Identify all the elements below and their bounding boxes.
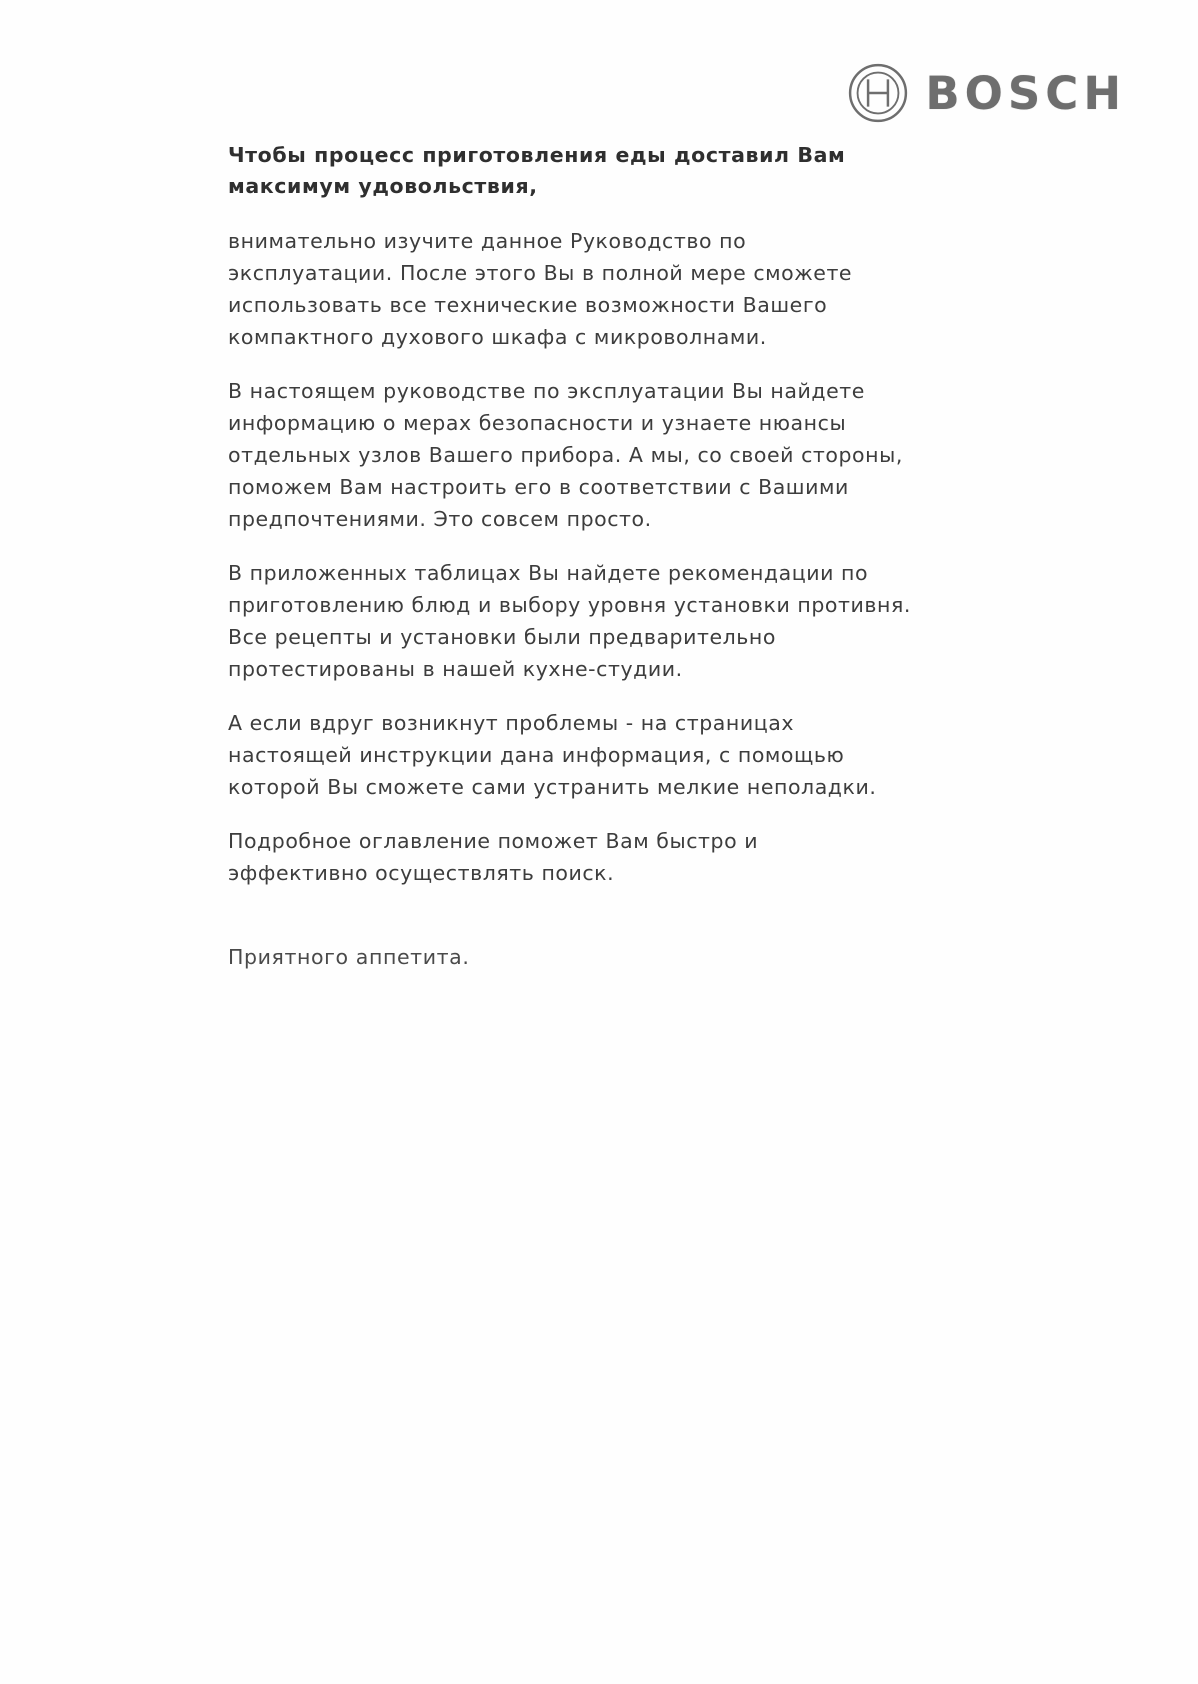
paragraph-3: В приложенных таблицах Вы найдете рекомендации по приготовлению блюд и выбору уровня установки противня. Все рецепты и установки были предварительно протестированы в нашей кухне-студии. xyxy=(228,561,911,681)
closing-line: Приятного аппетита. xyxy=(228,944,470,969)
paragraph-1: внимательно изучите данное Руководство по эксплуатации. После этого Вы в полной мере сможете использовать все технические возможности Вашего компактного духового шкафа с микроволнами. xyxy=(228,229,853,350)
document-lede: Чтобы процесс приготовления еды доставил Вам максимум удовольствия, xyxy=(228,143,846,199)
document-body xyxy=(228,140,918,994)
paragraph-5: Подробное оглавление поможет Вам быстро и эффективно осуществлять поиск. xyxy=(228,828,759,885)
paragraph-4: А если вдруг возникнут проблемы - на страницах настоящей инструкции дана информация, с помощью которой Вы сможете сами устранить мелкие неполадки. xyxy=(228,710,877,799)
paragraph-2: В настоящем руководстве по эксплуатации Вы найдете информацию о мерах безопасности и узнаете нюансы отдельных узлов Вашего прибора. А мы, со своей стороны, поможем Вам настроить его в соответствии с Вашими предпочтениями. Это совсем просто. xyxy=(228,379,903,532)
brand-header xyxy=(847,62,1126,124)
brand-wordmark: BOSCH xyxy=(925,66,1126,120)
bosch-anchor-logo-icon xyxy=(847,62,909,124)
